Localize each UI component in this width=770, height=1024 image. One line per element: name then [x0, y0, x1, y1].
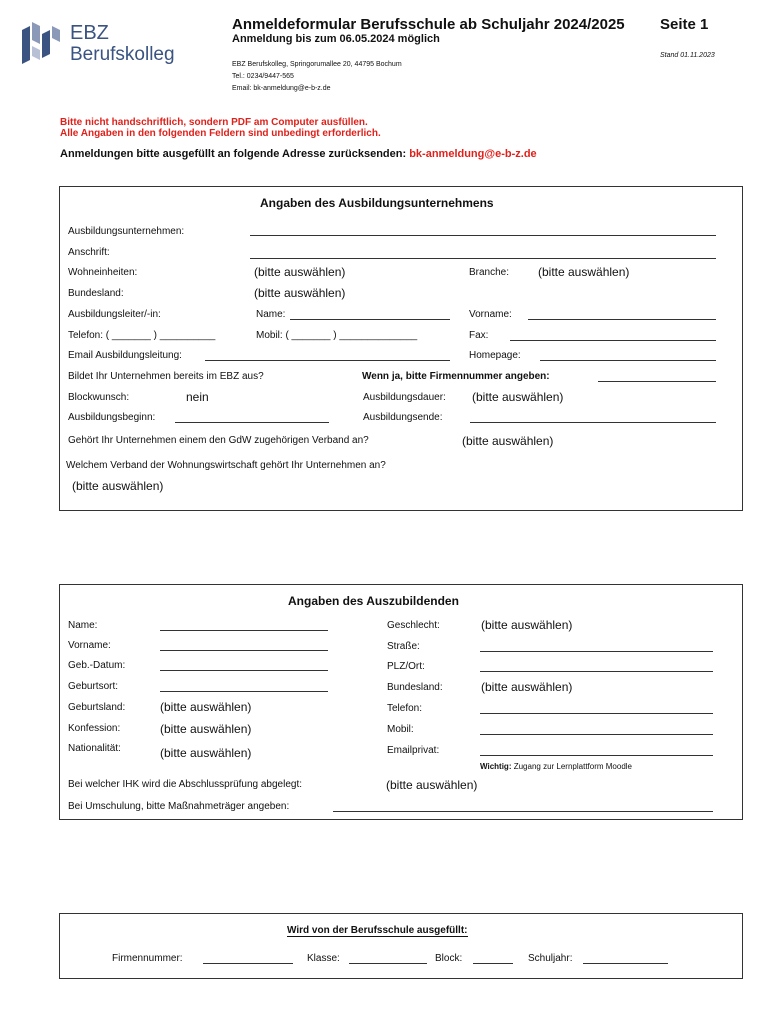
beginn-field[interactable]: [175, 422, 329, 423]
wichtig-note: [480, 762, 632, 771]
school-section: [59, 913, 743, 979]
umschulung-label: Bei Umschulung, bitte Maßnahmeträger angeben:: [68, 801, 290, 812]
umschulung-field[interactable]: [333, 811, 713, 812]
notice-line-2: Alle Angaben in den folgenden Feldern sind unbedingt erforderlich.: [60, 128, 381, 139]
verband-select[interactable]: (bitte auswählen): [72, 479, 164, 493]
mobil-field[interactable]: Mobil: ( _______ ) ______________: [256, 330, 418, 341]
leiter-vorname-field[interactable]: [528, 319, 716, 320]
company-section-title: Angaben des Ausbildungsunternehmens: [260, 196, 494, 210]
s-klasse-field[interactable]: [349, 963, 427, 964]
address-line: EBZ Berufskolleg, Springorumallee 20, 44795 Bochum: [232, 61, 402, 68]
fax-field[interactable]: [510, 340, 716, 341]
s-schuljahr-field[interactable]: [583, 963, 668, 964]
s-block-field[interactable]: [473, 963, 513, 964]
wichtig-label: Wichtig:: [480, 762, 512, 771]
bundesland-select[interactable]: (bitte auswählen): [254, 286, 346, 300]
anschrift-field[interactable]: [250, 258, 716, 259]
dauer-label: Ausbildungsdauer:: [363, 392, 446, 403]
leiter-name-field[interactable]: [290, 319, 450, 320]
dauer-select[interactable]: (bitte auswählen): [472, 390, 564, 404]
page-number: Seite 1: [660, 16, 709, 33]
t-mobil-label: Mobil:: [387, 724, 414, 735]
send-label: Anmeldungen bitte ausgefüllt an folgende Adresse zurücksenden:: [60, 148, 407, 160]
email-line: Email: bk-anmeldung@e-b-z.de: [232, 85, 331, 92]
logo-sub-text: Berufskolleg: [70, 44, 175, 65]
gdw-select[interactable]: (bitte auswählen): [462, 434, 554, 448]
deadline-text: Anmeldung bis zum 06.05.2024 möglich: [232, 33, 440, 45]
t-konfession-label: Konfession:: [68, 723, 121, 734]
fax-label: Fax:: [469, 330, 489, 341]
t-nationalitaet-label: Nationalität:: [68, 743, 121, 754]
t-geburtsort-label: Geburtsort:: [68, 681, 119, 692]
t-geb-datum-label: Geb.-Datum:: [68, 660, 126, 671]
trainee-section-title: Angaben des Auszubildenden: [288, 594, 459, 608]
unternehmen-label: Ausbildungsunternehmen:: [68, 226, 185, 237]
ihk-select[interactable]: (bitte auswählen): [386, 778, 478, 792]
t-vorname-field[interactable]: [160, 650, 328, 651]
wohneinheiten-label: Wohneinheiten:: [68, 267, 138, 278]
t-mobil-field[interactable]: [480, 734, 713, 735]
s-block-label: Block:: [435, 953, 463, 964]
leiter-label: Ausbildungsleiter/-in:: [68, 309, 161, 320]
wohneinheiten-select[interactable]: (bitte auswählen): [254, 265, 346, 279]
bildet-question: Bildet Ihr Unternehmen bereits im EBZ aus?: [68, 371, 264, 382]
ende-label: Ausbildungsende:: [363, 412, 443, 423]
send-email-link[interactable]: bk-anmeldung@e-b-z.de: [409, 148, 537, 160]
t-konfession-select[interactable]: (bitte auswählen): [160, 722, 252, 736]
anschrift-label: Anschrift:: [68, 247, 110, 258]
telefon-field[interactable]: Telefon: ( _______ ) __________: [68, 330, 216, 341]
homepage-label: Homepage:: [469, 350, 521, 361]
beginn-label: Ausbildungsbeginn:: [68, 412, 156, 423]
branche-label: Branche:: [469, 267, 510, 278]
verband-question: Welchem Verband der Wohnungswirtschaft gehört Ihr Unternehmen an?: [66, 460, 386, 471]
leiter-name-label: Name:: [256, 309, 286, 320]
homepage-field[interactable]: [540, 360, 716, 361]
t-name-label: Name:: [68, 620, 98, 631]
s-firmennummer-label: Firmennummer:: [112, 953, 183, 964]
blockwunsch-label: Blockwunsch:: [68, 392, 130, 403]
t-bundesland-label: Bundesland:: [387, 682, 443, 693]
ebz-logo: [18, 20, 198, 70]
t-nationalitaet-select[interactable]: (bitte auswählen): [160, 746, 252, 760]
email-leitung-field[interactable]: [205, 360, 450, 361]
t-plz-ort-field[interactable]: [480, 671, 713, 672]
t-geburtsland-select[interactable]: (bitte auswählen): [160, 700, 252, 714]
t-telefon-field[interactable]: [480, 713, 713, 714]
t-strasse-label: Straße:: [387, 641, 420, 652]
firmennummer-field[interactable]: [598, 381, 716, 382]
email-leitung-label: Email Ausbildungsleitung:: [68, 350, 182, 361]
t-geschlecht-label: Geschlecht:: [387, 620, 440, 631]
s-schuljahr-label: Schuljahr:: [528, 953, 573, 964]
t-name-field[interactable]: [160, 630, 328, 631]
wichtig-text: Zugang zur Lernplattform Moodle: [513, 762, 633, 771]
t-emailprivat-field[interactable]: [480, 755, 713, 756]
logo-ebz-text: EBZ: [70, 22, 109, 44]
notice-line-1: Bitte nicht handschriftlich, sondern PDF am Computer ausfüllen.: [60, 117, 368, 128]
s-firmennummer-field[interactable]: [203, 963, 293, 964]
t-geburtsort-field[interactable]: [160, 691, 328, 692]
t-geb-datum-field[interactable]: [160, 670, 328, 671]
t-telefon-label: Telefon:: [387, 703, 423, 714]
ihk-question: Bei welcher IHK wird die Abschlussprüfung abgelegt:: [68, 779, 303, 790]
school-section-title: Wird von der Berufsschule ausgefüllt:: [287, 925, 468, 936]
ende-field[interactable]: [470, 422, 716, 423]
branche-select[interactable]: (bitte auswählen): [538, 265, 630, 279]
leiter-vorname-label: Vorname:: [469, 309, 512, 320]
logo-cubes-icon: [18, 20, 62, 66]
unternehmen-field[interactable]: [250, 235, 716, 236]
gdw-question: Gehört Ihr Unternehmen einem den GdW zugehörigen Verband an?: [68, 435, 369, 446]
firmennummer-question: Wenn ja, bitte Firmennummer angeben:: [362, 371, 550, 382]
phone-line: Tel.: 0234/9447-565: [232, 73, 294, 80]
s-klasse-label: Klasse:: [307, 953, 340, 964]
stand-date: Stand 01.11.2023: [660, 52, 715, 59]
t-geburtsland-label: Geburtsland:: [68, 702, 126, 713]
t-emailprivat-label: Emailprivat:: [387, 745, 440, 756]
t-geschlecht-select[interactable]: (bitte auswählen): [481, 618, 573, 632]
send-notice: [60, 148, 537, 160]
blockwunsch-select[interactable]: nein: [186, 390, 209, 404]
page-title: Anmeldeformular Berufsschule ab Schuljahr 2024/2025: [232, 16, 625, 33]
t-plz-ort-label: PLZ/Ort:: [387, 661, 425, 672]
t-vorname-label: Vorname:: [68, 640, 111, 651]
t-bundesland-select[interactable]: (bitte auswählen): [481, 680, 573, 694]
bundesland-label: Bundesland:: [68, 288, 124, 299]
t-strasse-field[interactable]: [480, 651, 713, 652]
